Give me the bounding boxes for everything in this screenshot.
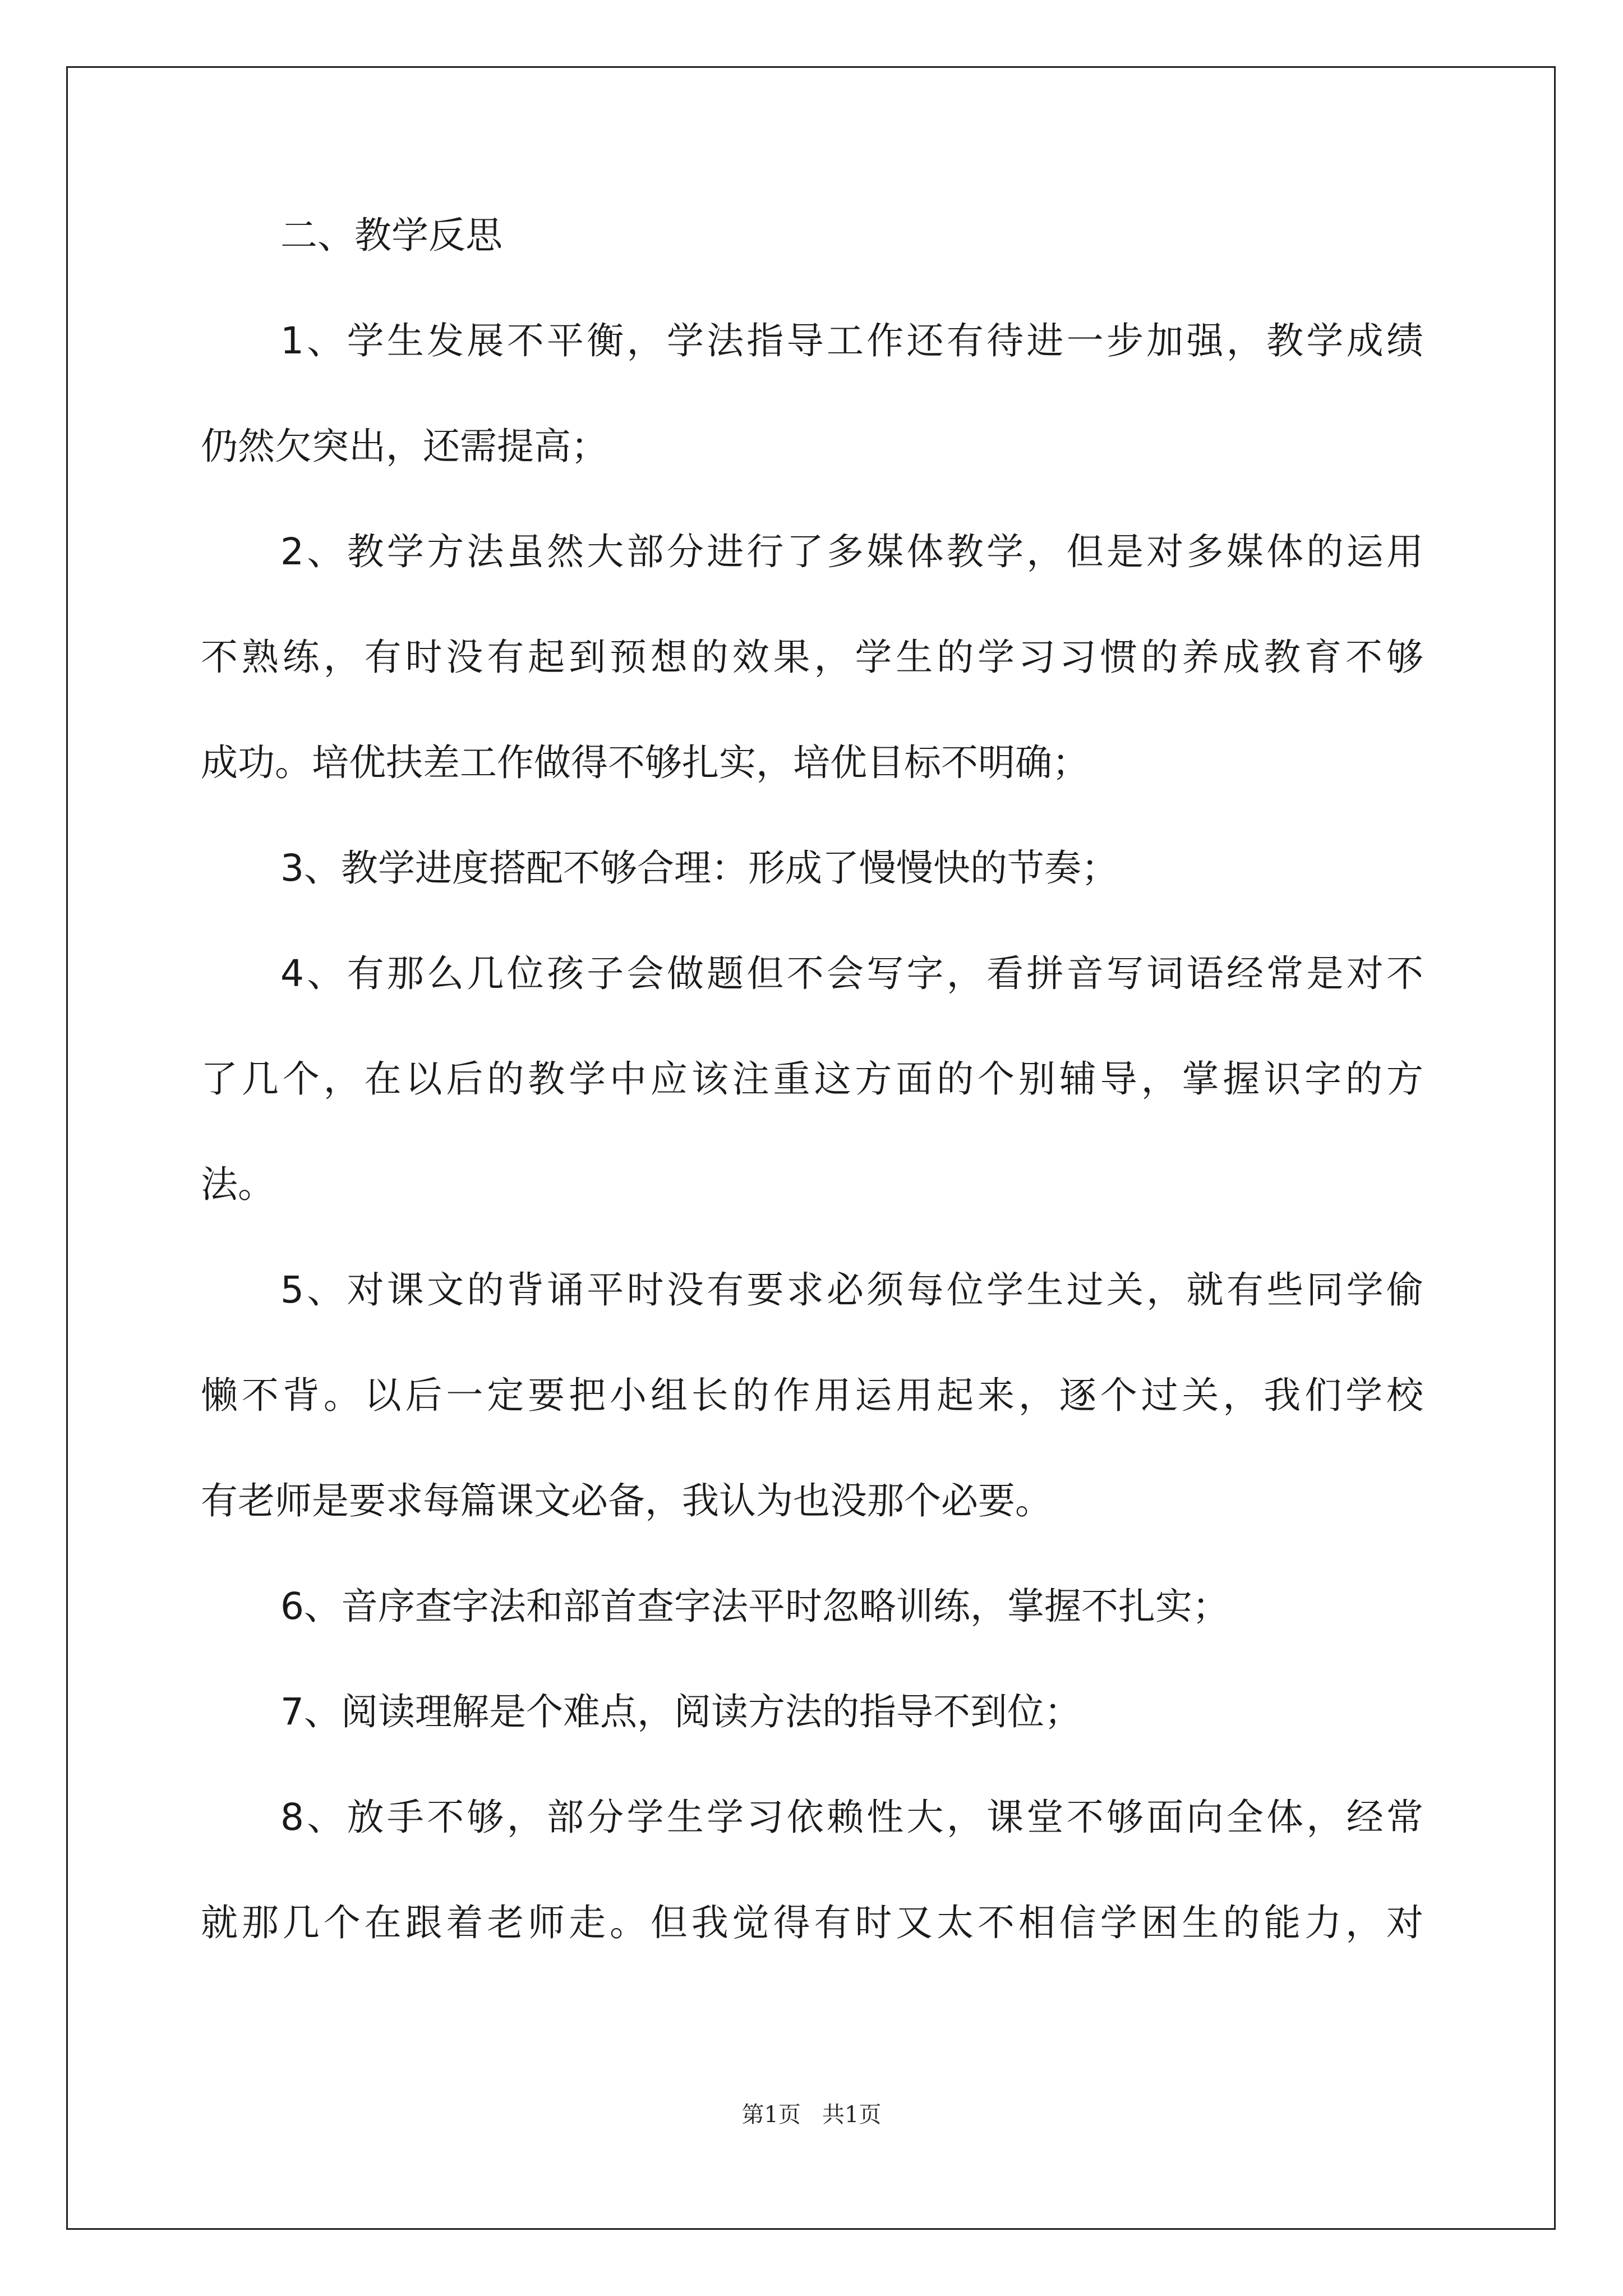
paragraph-line: 7、阅读理解是个难点，阅读方法的指导不到位；	[280, 1690, 1081, 1733]
paragraph-line: 了几个，在以后的教学中应该注重这方面的个别辅导，掌握识字的方	[201, 1057, 1423, 1101]
paragraph-line: 有老师是要求每篇课文必备，我认为也没那个必要。	[201, 1479, 1052, 1522]
paragraph-5	[201, 1265, 1423, 1526]
paragraph-line: 8、放手不够，部分学生学习依赖性大，课堂不够面向全体，经常	[280, 1796, 1423, 1839]
paragraph-line: 不熟练，有时没有起到预想的效果，学生的学习习惯的养成教育不够	[201, 636, 1423, 679]
paragraph-line: 6、音序查字法和部首查字法平时忽略训练，掌握不扎实；	[280, 1585, 1229, 1628]
paragraph-4	[201, 949, 1423, 1210]
paragraph-line: 就那几个在跟着老师走。但我觉得有时又太不相信学困生的能力，对	[201, 1901, 1423, 1944]
paragraph-line: 4、有那么几位孩子会做题但不会写字，看拼音写词语经常是对不	[280, 952, 1423, 995]
paragraph-2	[201, 527, 1423, 788]
paragraph-line: 懒不背。以后一定要把小组长的作用运用起来，逐个过关，我们学校	[201, 1374, 1423, 1417]
paragraph-line: 5、对课文的背诵平时没有要求必须每位学生过关，就有些同学偷	[280, 1268, 1423, 1312]
paragraph-line: 3、教学进度搭配不够合理：形成了慢慢快的节奏；	[280, 846, 1118, 890]
paragraph-line: 2、教学方法虽然大部分进行了多媒体教学，但是对多媒体的运用	[280, 530, 1423, 573]
page-number-footer: 第1页 共1页	[741, 2102, 882, 2128]
paragraph-3	[201, 843, 1423, 894]
paragraph-6	[201, 1581, 1423, 1632]
paragraph-8	[201, 1792, 1423, 1948]
section-heading: 二、教学反思	[280, 214, 502, 257]
paragraph-line: 法。	[201, 1163, 275, 1206]
document-body	[201, 210, 1423, 2003]
paragraph-line: 成功。培优扶差工作做得不够扎实，培优目标不明确；	[201, 741, 1089, 784]
paragraph-line: 仍然欠突出，还需提高；	[201, 425, 608, 468]
paragraph-7	[201, 1687, 1423, 1737]
paragraph-1	[201, 316, 1423, 472]
paragraph-line: 1、学生发展不平衡，学法指导工作还有待进一步加强，教学成绩	[280, 319, 1423, 362]
